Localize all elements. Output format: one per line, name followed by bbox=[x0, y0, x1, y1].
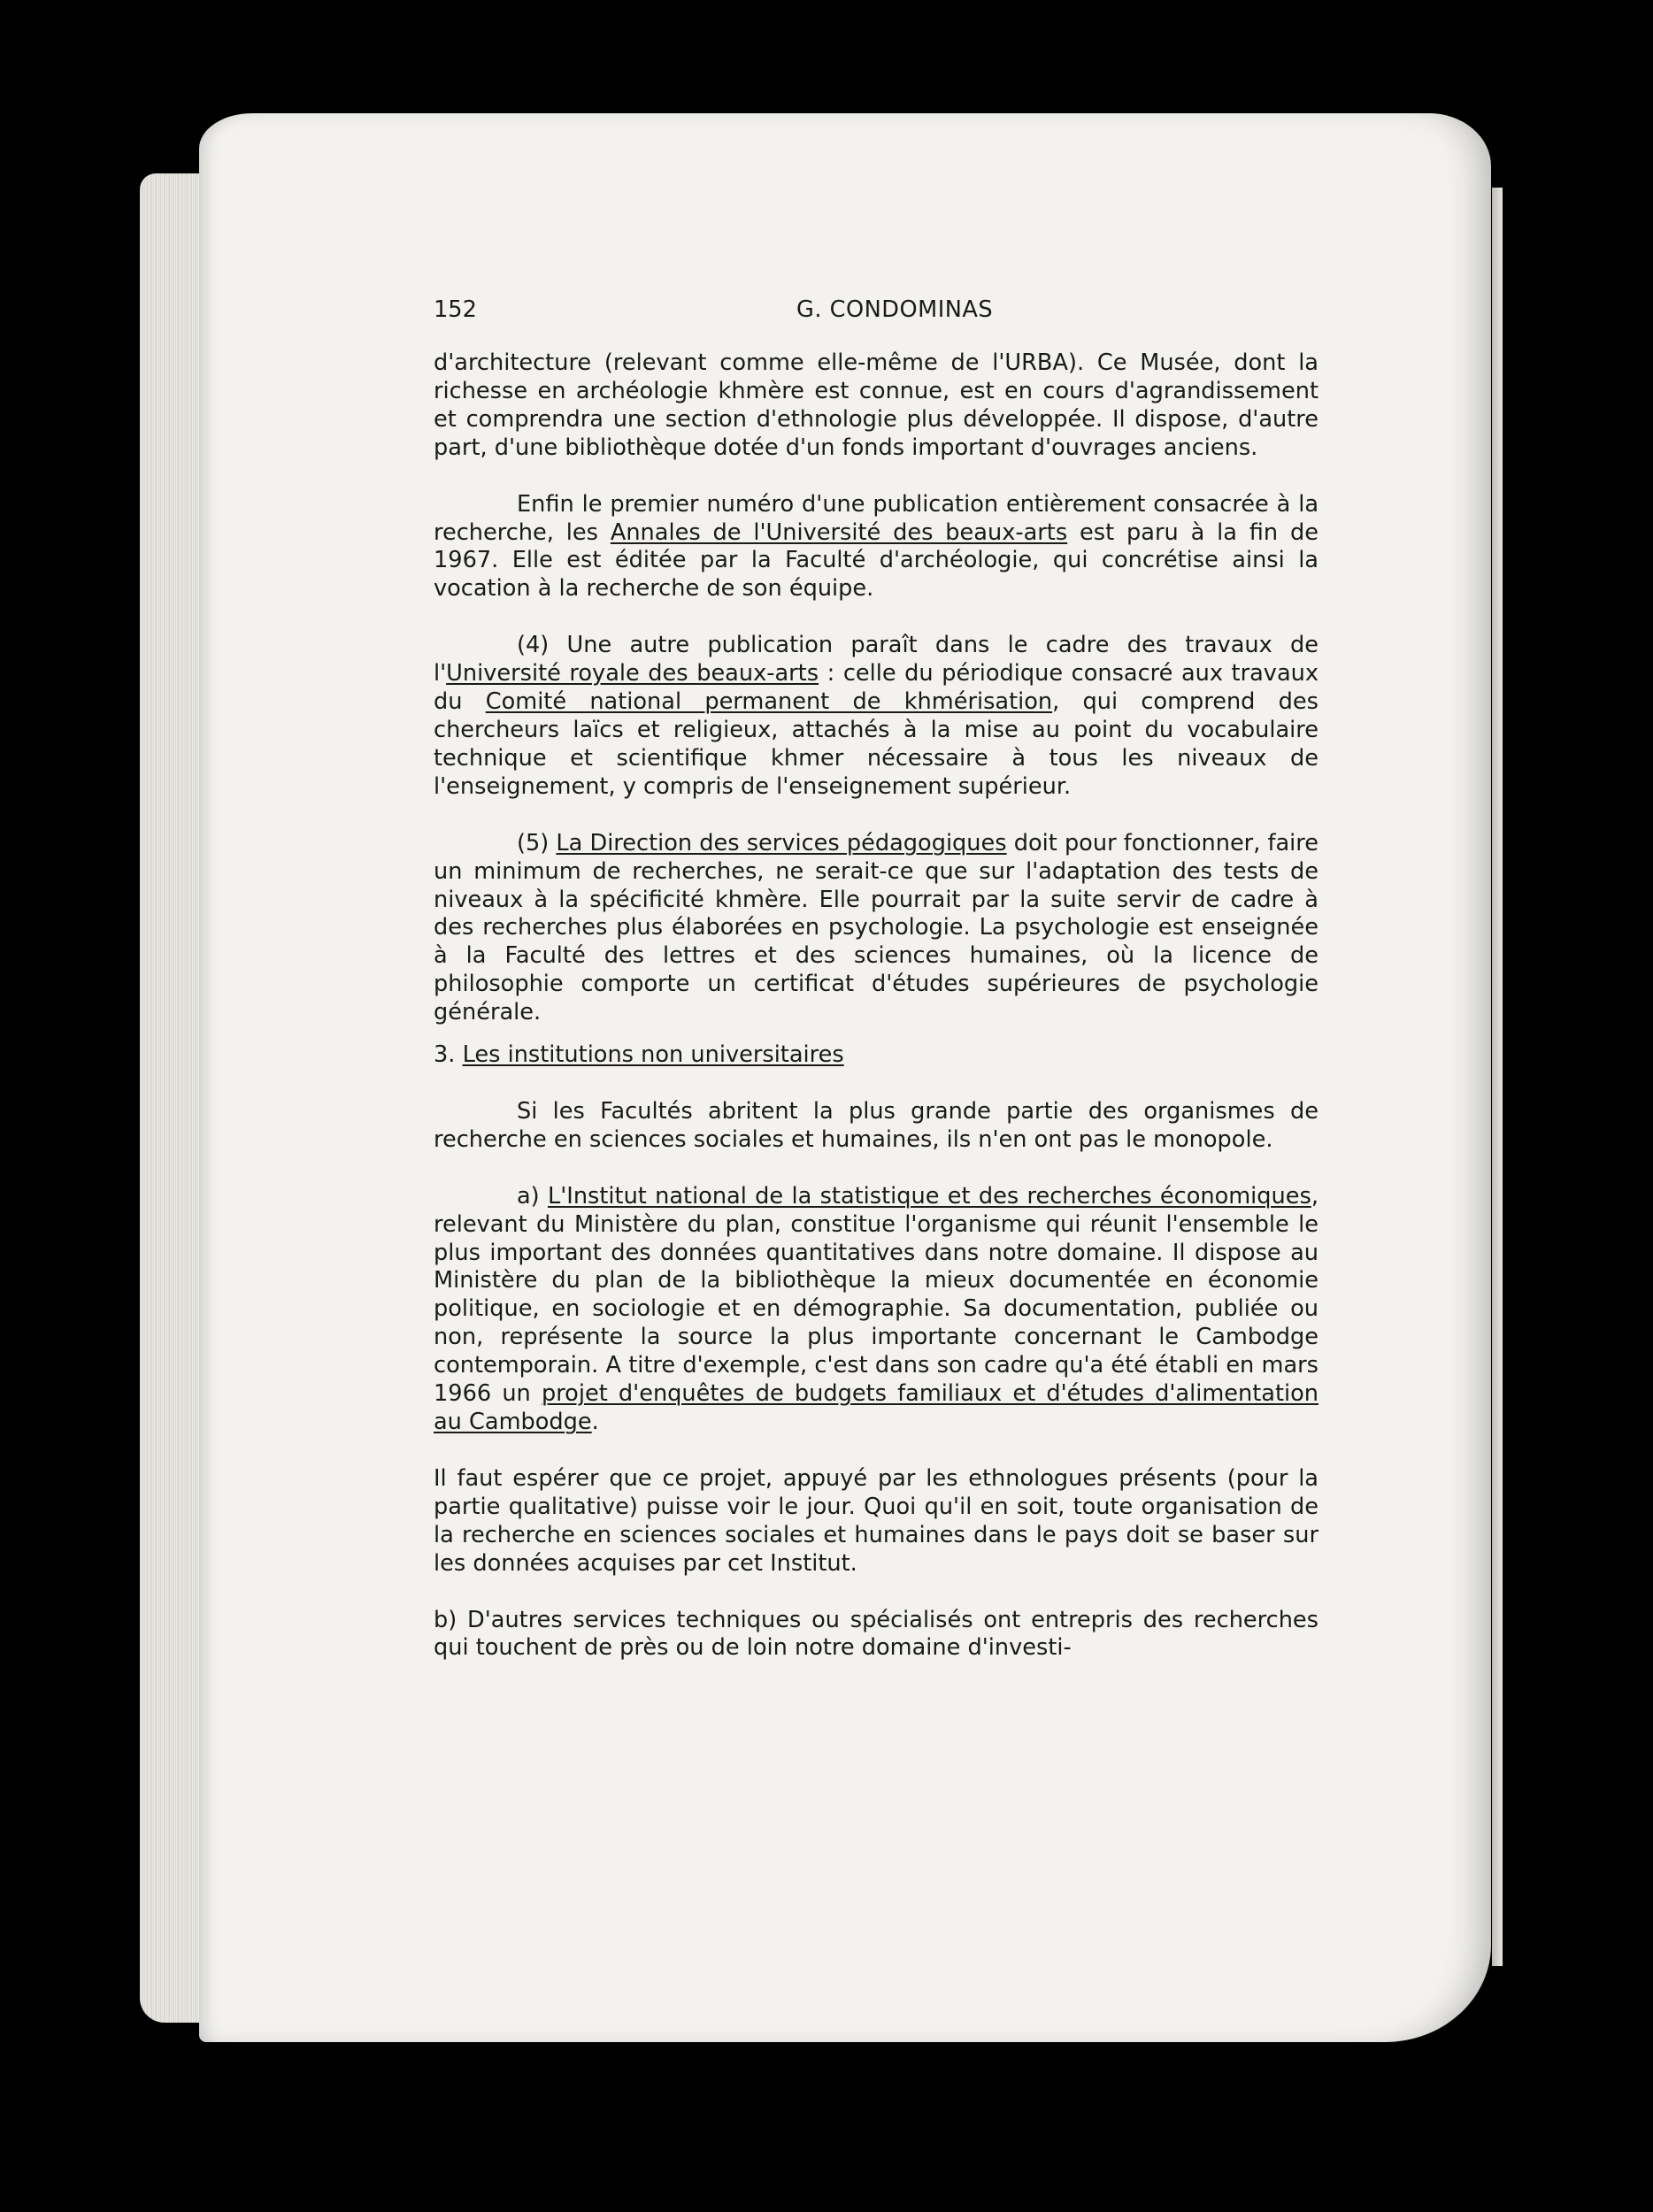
paragraph-a-institut: a) L'Institut national de la statistique et des recherches économiques, relevant du Ministère du plan, constitue l'organisme qui réunit l'ensemble le plus important des données quantitatives dans notre domaine. Il dispose au Ministère du plan de la bibliothèque la mieux documentée en économie politique, en sociologie et en démographie. Sa documentation, publiée ou non, représente la source la plus importante concernant le Cambodge contemporain. A titre d'exemple, c'est dans son cadre qu'a été établi en mars 1966 un projet d'enquêtes de budgets familiaux et d'études d'alimentation au Cambodge. bbox=[434, 1182, 1319, 1435]
page-text-block bbox=[434, 296, 1319, 1663]
section-heading: 3. Les institutions non universitaires bbox=[434, 1041, 844, 1069]
paragraph-b-services: b) D'autres services techniques ou spécialisés ont entrepris des recherches qui touchent de près ou de loin notre domaine d'investi- bbox=[434, 1606, 1319, 1662]
underlined-institut: L'Institut national de la statistique et des recherches économiques bbox=[547, 1182, 1311, 1210]
underlined-title: Annales de l'Université des beaux-arts bbox=[610, 518, 1068, 546]
page-number: 152 bbox=[434, 296, 477, 323]
running-head: G. CONDOMINAS bbox=[796, 296, 994, 323]
underlined-direction: La Direction des services pédagogiques bbox=[556, 829, 1007, 856]
underlined-committee: Comité national permanent de khmérisation bbox=[485, 688, 1053, 716]
underlined-section-title: Les institutions non universitaires bbox=[462, 1041, 844, 1069]
paragraph-facultes: Si les Facultés abritent la plus grande partie des organismes de recherche en sciences sociales et humaines, ils n'en ont pas le monopole. bbox=[434, 1097, 1319, 1153]
paragraph-museum: d'architecture (relevant comme elle-même de l'URBA). Ce Musée, dont la richesse en archéologie khmère est connue, est en cours d'agrandissement et comprendra une section d'ethnologie plus développée. Il dispose, d'autre part, d'une bibliothèque dotée d'un fonds important d'ouvrages anciens. bbox=[434, 349, 1319, 461]
underlined-university: Université royale des beaux-arts bbox=[446, 660, 819, 687]
page-header bbox=[434, 296, 1319, 337]
paragraph-projet: Il faut espérer que ce projet, appuyé par les ethnologues présents (pour la partie qualitative) puisse voir le jour. Quoi qu'il en soit, toute organisation de la recherche en sciences sociales et humaines dans le pays doit se baser sur les données acquises par cet Institut. bbox=[434, 1464, 1319, 1577]
underlined-projet: projet d'enquêtes de budgets familiaux et d'études d'alimentation au Cambodge bbox=[434, 1380, 1319, 1435]
paragraph-5-direction: (5) La Direction des services pédagogiques doit pour fonctionner, faire un minimum de recherches, ne serait-ce que sur l'adaptation des tests de niveaux à la spécificité khmère. Elle pourrait par la suite servir de cadre à des recherches plus élaborées en psychologie. La psychologie est enseignée à la Faculté des lettres et des sciences humaines, où la licence de philosophie comporte un certificat d'études supérieures de psychologie générale. bbox=[434, 829, 1319, 1026]
paragraph-annales: Enfin le premier numéro d'une publication entièrement consacrée à la recherche, les Annales de l'Université des beaux-arts est paru à la fin de 1967. Elle est éditée par la Faculté d'archéologie, qui concrétise ainsi la vocation à la recherche de son équipe. bbox=[434, 490, 1319, 603]
book-gutter bbox=[1492, 188, 1503, 1966]
paragraph-4-publication: (4) Une autre publication paraît dans le cadre des travaux de l'Université royale des beaux-arts : celle du périodique consacré aux travaux du Comité national permanent de khmérisation, qui comprend des chercheurs laïcs et religieux, attachés à la mise au point du vocabulaire technique et scientifique khmer nécessaire à tous les niveaux de l'enseignement, y compris de l'enseignement supérieur. bbox=[434, 632, 1319, 800]
